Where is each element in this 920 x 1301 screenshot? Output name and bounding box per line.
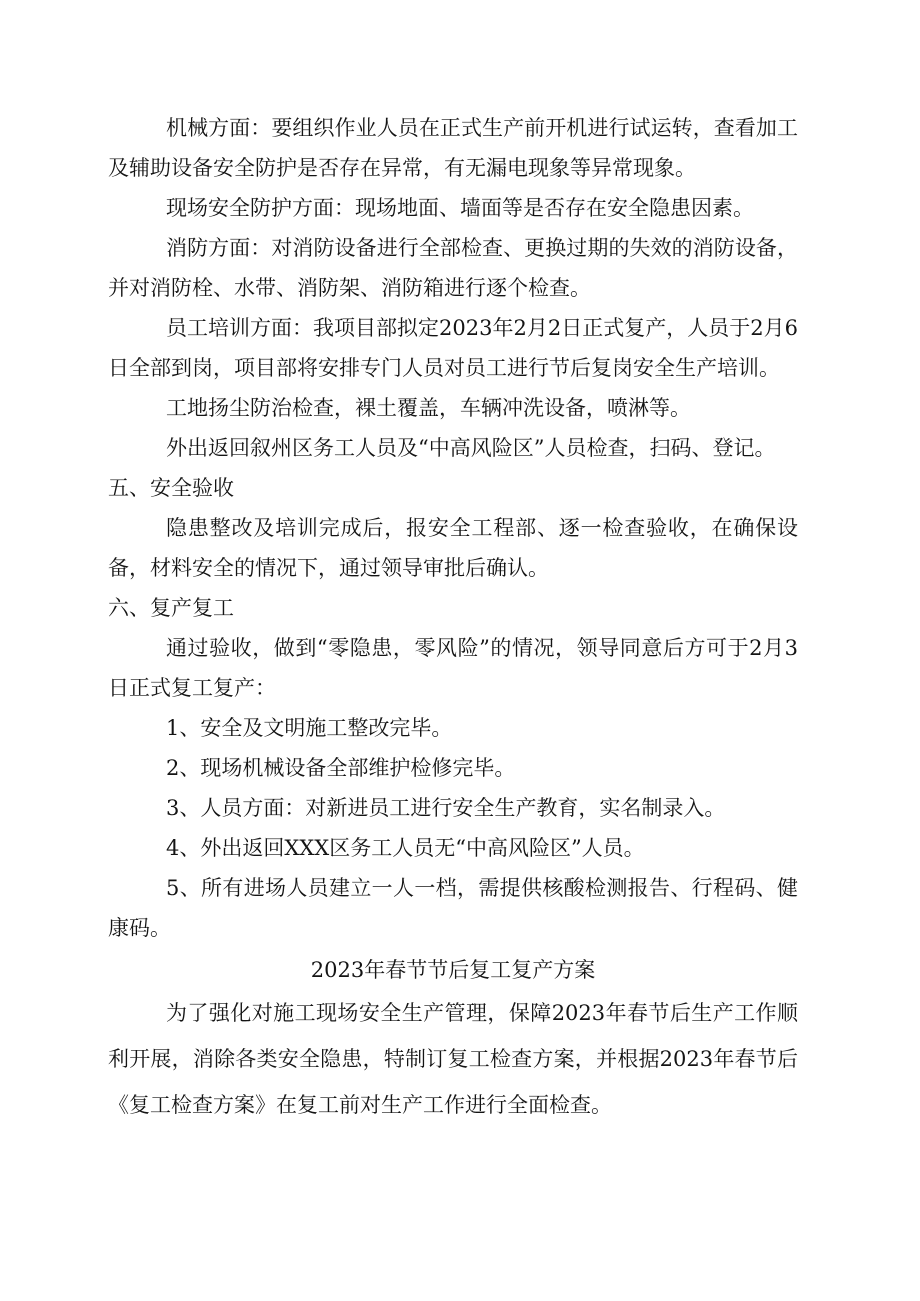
document-page — [108, 108, 798, 1128]
paragraph-fire-protection: 消防方面：对消防设备进行全部检查、更换过期的失效的消防设备，并对消防栓、水带、消防架、消防箱进行逐个检查。 — [108, 236, 798, 300]
list-item: 4、外出返回XXX区务工人员无“中高风险区”人员。 — [166, 836, 645, 860]
section-heading-acceptance: 五、安全验收 — [108, 476, 234, 500]
paragraph-returning-workers: 外出返回叙州区务工人员及“中高风险区”人员检查，扫码、登记。 — [166, 436, 776, 460]
paragraph-site-safety: 现场安全防护方面：现场地面、墙面等是否存在安全隐患因素。 — [166, 196, 754, 220]
document-title: 2023年春节节后复工复产方案 — [310, 958, 596, 982]
intro-block — [108, 990, 798, 1128]
paragraph-staff-training: 员工培训方面：我项目部拟定2023年2月2日正式复产，人员于2月6日全部到岗，项目部将安排专门人员对员工进行节后复岗安全生产培训。 — [108, 316, 798, 380]
paragraph-resumption: 通过验收，做到“零隐患，零风险”的情况，领导同意后方可于2月3日正式复工复产： — [108, 636, 798, 700]
list-item: 2、现场机械设备全部维护检修完毕。 — [166, 756, 516, 780]
list-item: 1、安全及文明施工整改完毕。 — [166, 716, 453, 740]
paragraph-machinery: 机械方面：要组织作业人员在正式生产前开机进行试运转，查看加工及辅助设备安全防护是否存在异常，有无漏电现象等异常现象。 — [108, 116, 798, 180]
paragraph-acceptance: 隐患整改及培训完成后，报安全工程部、逐一检查验收，在确保设备，材料安全的情况下，通过领导审批后确认。 — [108, 516, 798, 580]
section-heading-resumption: 六、复产复工 — [108, 596, 234, 620]
list-item: 3、人员方面：对新进员工进行安全生产教育，实名制录入。 — [166, 796, 726, 820]
list-item: 5、所有进场人员建立一人一档，需提供核酸检测报告、行程码、健康码。 — [108, 876, 798, 940]
paragraph-intro: 为了强化对施工现场安全生产管理，保障2023年春节后生产工作顺利开展，消除各类安全隐患，特制订复工检查方案，并根据2023年春节后《复工检查方案》在复工前对生产工作进行全面检查。 — [108, 1001, 798, 1117]
paragraph-dust-control: 工地扬尘防治检查，裸土覆盖，车辆冲洗设备，喷淋等。 — [166, 396, 691, 420]
